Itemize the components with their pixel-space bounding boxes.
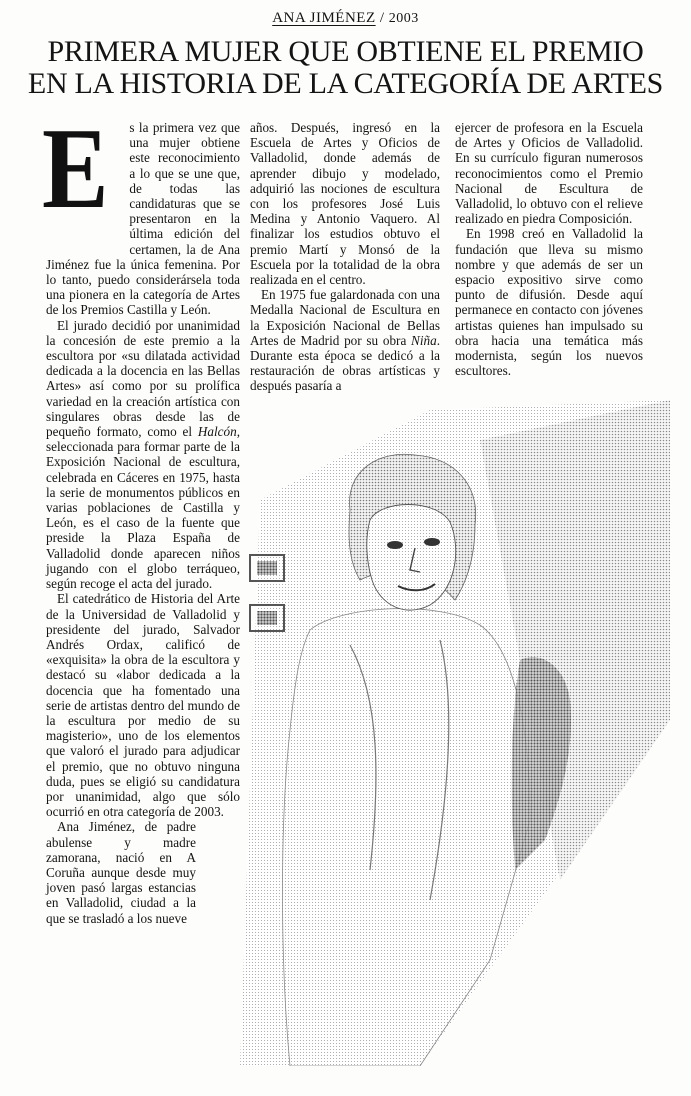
headline-line-2: EN LA HISTORIA DE LA CATEGORÍA DE ARTES xyxy=(27,67,664,100)
paragraph-8: En 1998 creó en Valladolid la fundación que lleva su mismo nombre y que además de ser un espacio expositivo sirve como punto de difusión. Desde aquí permanece en contacto con jóvenes artistas quienes han impulsado su obra hacia una temática más modernista, según los nuevos escultores. xyxy=(455,226,643,379)
headline xyxy=(20,36,671,100)
article-column-3 xyxy=(455,120,643,378)
byline-kicker xyxy=(0,10,691,27)
kicker-year: 2003 xyxy=(388,11,419,26)
paragraph-5: años. Después, ingresó en la Escuela de Artes y Oficios de Valladolid, donde además de aprender dibujo y modelado, adquirió las nociones de escultura con los profesores José Luis Medina y Antonio Vaquero. Al finalizar los estudios obtuvo el premio Martí y Monsó de la Escuela por la totalidad de la obra realizada en el centro. xyxy=(250,120,440,288)
paragraph-1 xyxy=(42,105,240,318)
paragraph-2-text-b: , seleccionada para formar parte de la Exposición Nacional de escultura, celebrada en Cáceres en 1975, hasta la serie de monumentos públicos en varias poblaciones de Castilla y León, es el caso de la fuente que preside la Plaza España de Valladolid donde aparecen niños jugando con el globo terráqueo, según recoge el acta del jurado. xyxy=(46,424,240,592)
paragraph-6-text-b: . Durante esta época se dedicó a la restauración de obras artísticas y después pasaría a xyxy=(250,332,440,394)
article-column-1 xyxy=(42,105,240,926)
paragraph-2-italic: Halcón xyxy=(197,424,237,440)
paragraph-2 xyxy=(46,318,240,592)
kicker-separator: / xyxy=(375,10,389,26)
article-column-2 xyxy=(250,120,440,394)
paragraph-4: Ana Jiménez, de padre abulense y madre zamorana, nació en A Coruña aunque desde muy joven pasó largas estancias en Valladolid, ciudad a la que se trasladó a los nueve xyxy=(46,819,196,926)
portrait-photo-graphic xyxy=(230,400,670,1066)
paragraph-6-italic: Niña xyxy=(411,332,437,348)
paragraph-6 xyxy=(250,287,440,393)
headline-line-1: PRIMERA MUJER QUE OBTIENE EL PREMIO xyxy=(47,35,644,68)
paragraph-6-text-a: En 1975 fue galardonada con una Medalla Nacional de Escultura en la Exposición Nacional de Bellas Artes de Madrid por su obra xyxy=(250,287,440,348)
kicker-name: ANA JIMÉNEZ xyxy=(272,10,376,26)
portrait-photo xyxy=(230,400,670,1066)
paragraph-3: El catedrático de Historia del Arte de la Universidad de Valladolid y presidente del jurado, Salvador Andrés Ordax, calificó de «exquisita» la obra de la escultora y destacó su «labor dedicada a la docencia que ha fomentado una serie de artistas dentro del mundo de la escultura por medio de su magisterio», uno de los elementos que valoró el jurado para adjudicar el premio, que no obtuvo ninguna duda, pues se eligió su candidatura por unanimidad, algo que sólo ocurrió en otra categoría de 2003. xyxy=(46,591,240,820)
paragraph-2-text-a: El jurado decidió por unanimidad la concesión de este premio a la escultora por «su dilatada actividad dedicada a la docencia en las Bellas Artes» así como por su prolífica variedad en la creación artística con singulares obras desde las de pequeño formato, como el xyxy=(46,317,240,440)
paragraph-1-text: s la primera vez que una mujer obtiene este reconocimiento a lo que se une que, de todas las candidaturas que se presentaron en la última edición del certamen, la de Ana Jiménez fue la única femenina. Por lo tanto, puedo considerársela toda una pionera en la categoría de Artes de los Premios Castilla y León. xyxy=(46,120,240,318)
paragraph-7: ejercer de profesora en la Escuela de Artes y Oficios de Valladolid. En su currículo figuran numerosos reconocimientos como el Premio Nacional de Escultura de Valladolid, lo obtuvo con el relieve realizado en piedra Composición. xyxy=(455,120,643,227)
drop-cap: E xyxy=(42,105,109,233)
